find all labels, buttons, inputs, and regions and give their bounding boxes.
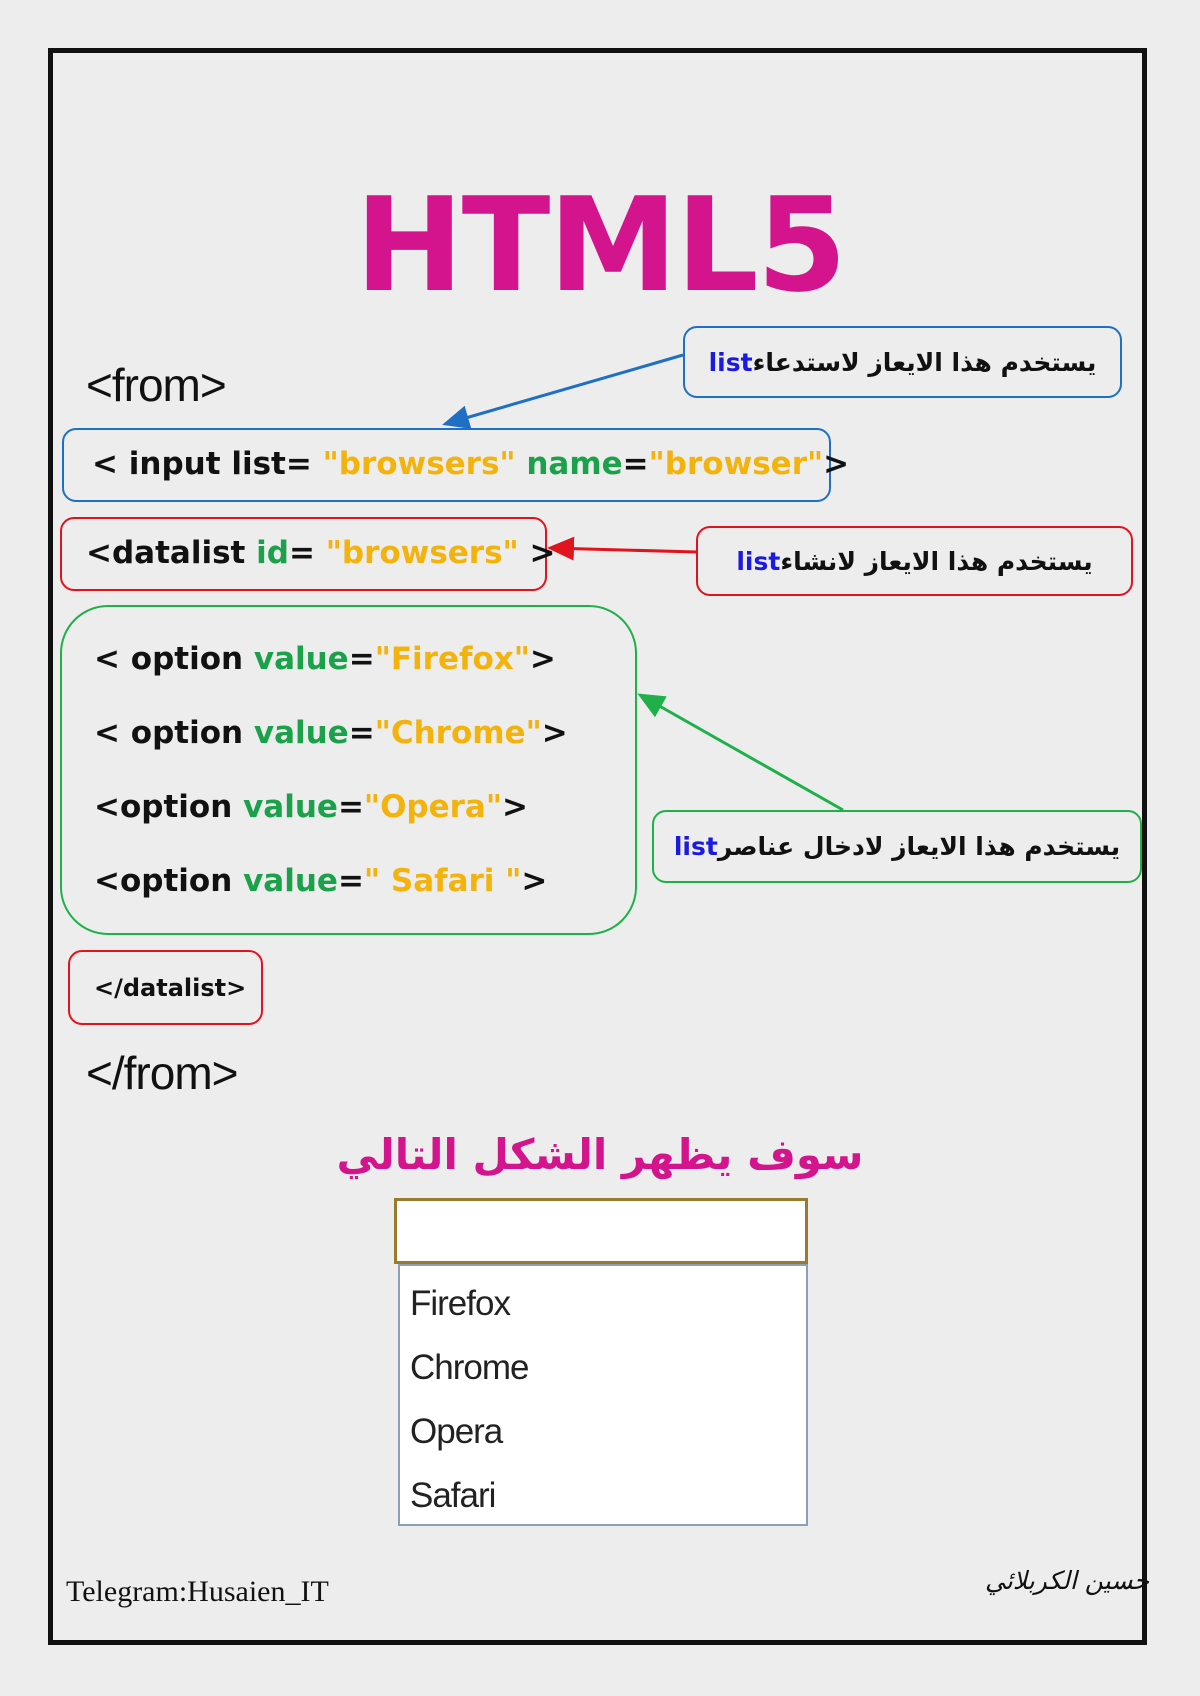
- dropdown-option-firefox[interactable]: Firefox: [410, 1284, 510, 1323]
- input-code-name-attr: name: [515, 446, 623, 482]
- form-open-tag: <from>: [86, 359, 226, 411]
- datalist-code-id-attr: id: [256, 535, 289, 571]
- option-attr: value: [243, 789, 338, 825]
- form-close-tag: </from>: [86, 1047, 238, 1099]
- input-code-tag: < input list=: [92, 446, 323, 482]
- option-line: [94, 641, 556, 677]
- option-attr: value: [243, 863, 338, 899]
- author-signature: حسين الكربلائي: [985, 1566, 1150, 1595]
- option-tag: <option: [94, 789, 244, 825]
- note-call-text: يستخدم هذا الايعاز لاستدعاء: [752, 347, 1097, 377]
- datalist-code-line: [86, 535, 555, 571]
- option-attr: value: [253, 641, 349, 677]
- note-items-list: [652, 810, 1142, 883]
- option-close: >: [529, 641, 556, 677]
- option-line: [94, 863, 547, 899]
- option-tag: <option: [94, 863, 244, 899]
- dropdown-option-opera[interactable]: Opera: [410, 1412, 503, 1451]
- result-heading: سوف يظهر الشكل التالي: [336, 1130, 864, 1179]
- option-value: "Firefox": [374, 641, 530, 677]
- page-title: HTML5: [354, 169, 846, 321]
- input-code-box: [62, 428, 850, 502]
- input-code-list-value: "browsers": [322, 446, 516, 482]
- arrow-items: [640, 695, 843, 810]
- option-line: [94, 715, 568, 751]
- arrow-call: [445, 355, 683, 424]
- option-eq: =: [337, 789, 364, 825]
- datalist-code-tag: <datalist: [86, 535, 257, 571]
- dropdown-option-safari[interactable]: Safari: [410, 1476, 496, 1515]
- option-value: "Opera": [363, 789, 502, 825]
- option-eq: =: [348, 715, 375, 751]
- browser-dropdown[interactable]: [398, 1264, 808, 1526]
- option-value: " Safari ": [363, 863, 522, 899]
- note-call-keyword: list: [708, 347, 753, 377]
- note-call-list: [683, 326, 1122, 398]
- arrow-create: [550, 548, 697, 552]
- option-eq: =: [348, 641, 375, 677]
- option-close: >: [521, 863, 548, 899]
- input-code-name-value: "browser": [648, 446, 824, 482]
- option-tag: < option: [94, 715, 254, 751]
- note-create-list: [696, 526, 1133, 596]
- note-items-text: يستخدم هذا الايعاز لادخال عناصر: [717, 832, 1121, 861]
- option-line: [94, 789, 528, 825]
- datalist-code-close: >: [518, 535, 556, 571]
- datalist-close-box: [68, 950, 263, 1025]
- browser-input[interactable]: [394, 1198, 808, 1264]
- option-close: >: [502, 789, 528, 825]
- option-tag: < option: [94, 641, 254, 677]
- telegram-credit: Telegram:Husaien_IT: [66, 1575, 329, 1608]
- datalist-close-tag: </datalist>: [94, 974, 247, 1002]
- datalist-code-box: [60, 517, 556, 591]
- note-create-text: يستخدم هذا الايعاز لانشاء: [780, 546, 1093, 576]
- dropdown-option-chrome[interactable]: Chrome: [410, 1348, 529, 1387]
- note-create-keyword: list: [736, 546, 781, 576]
- datalist-code-eq: =: [288, 535, 326, 571]
- option-eq: =: [337, 863, 364, 899]
- option-attr: value: [253, 715, 349, 751]
- input-code-line: [92, 446, 849, 482]
- note-items-keyword: list: [673, 832, 718, 861]
- input-code-close: >: [823, 446, 850, 482]
- option-value: "Chrome": [374, 715, 542, 751]
- datalist-code-id-value: "browsers": [325, 535, 519, 571]
- input-code-eq: =: [622, 446, 649, 482]
- option-close: >: [541, 715, 568, 751]
- options-code-box: [60, 605, 637, 935]
